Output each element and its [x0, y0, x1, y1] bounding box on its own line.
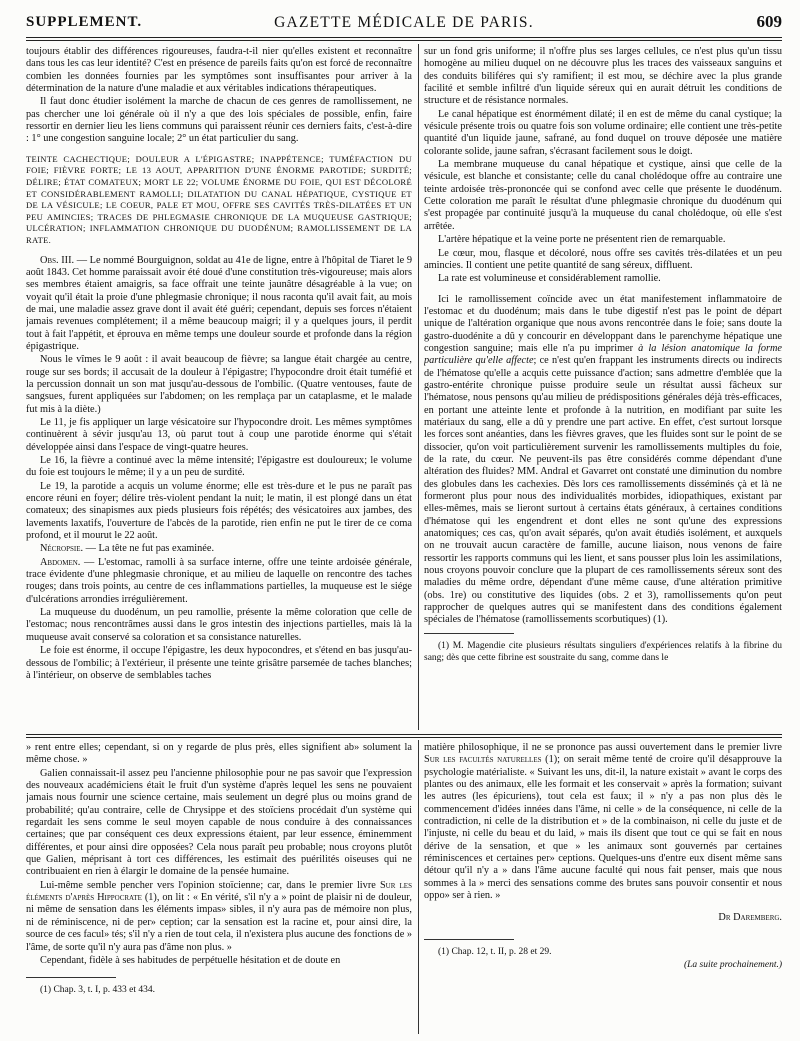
header-rule-second — [26, 40, 782, 41]
paragraph-text: matière philosophique, il ne se prononce pas aussi ouvertement dans le premier livre — [424, 742, 782, 753]
journal-title: GAZETTE MÉDICALE DE PARIS. — [274, 14, 534, 31]
paragraph: L'artère hépatique et la veine porte ne présentent rien de remarquable. — [438, 234, 726, 246]
supplement-label: SUPPLEMENT. — [26, 14, 143, 30]
footnote-separator — [424, 939, 514, 940]
necropsy-label: Nécropsie. — [40, 543, 84, 555]
discussion-paragraph — [424, 294, 782, 627]
column-divider-lower — [418, 740, 419, 1034]
paragraph: toujours établir des différences rigoureuses, faudra-t-il nier qu'elles existent et reconnaître dans tous les cas leur identité? C'est en présence de pareils faits qu'on est forcé de reconnaître combien les données fournies par les symptômes sont insuffisantes pour arriver à la détermination de la nature d'une maladie et aux véritables indications thérapeutiques. — [26, 46, 412, 95]
paragraph: Le cœur, mou, flasque et décoloré, nous offre ses cavités très-dilatées et un peu amincies. Il contient une petite quantité de sang séreux, diffluent. — [424, 247, 782, 271]
necropsy-paragraph — [26, 543, 412, 555]
abdomen-paragraph — [26, 557, 412, 606]
paragraph: Nous le vîmes le 9 août : il avait beaucoup de fièvre; sa langue était chargée au centre, rouge sur ses bords; il accusait de la douleur à l'épigastre; l'hypocondre droit était tuméfié et la percussion donnait un son mat jusqu'au-dessous de l'ombilic. (Quatre ventouses, faute de sangsues, furent appliquées sur l'abdomen; on les remplaça par un cataplasme, et le malade fut mis à la diète.) — [26, 354, 412, 415]
quote-text: (1), on lit : « En vérité, s'il n'y a » point de plaisir ni de douleur, ni même de sensation dans les éléments impas» sibles, il n'y aura pas de mémoire non plus, ni de réminiscence, ni de per» ception; car la sensation est la racine et, pour ainsi dire, la source de ces facul» tés; s'il n'y a rien de tout cela, il n'existera plus aucune des fonctions de » l'âme, de sorte qu'il n'y aura pas d'âme non plus. » — [26, 892, 412, 953]
abdomen-text: — L'estomac, ramolli à sa surface interne, offre une teinte ardoisée générale, trace évidente d'une phlegmasie chronique, et au milieu de laquelle on rencontre des taches rouges; dans trois points, au centre de ces inflammations partielles, la muqueuse est le siége d'ulcérations arrondies irrégulièrement. — [26, 556, 412, 605]
abdomen-label: Abdomen. — [40, 556, 81, 568]
necropsy-text: — La tête ne fut pas examinée. — [83, 543, 215, 555]
book-title: Sur les facultés naturelles — [424, 754, 542, 766]
paragraph: La muqueuse du duodénum, un peu ramollie, présente la même coloration que celle de l'estomac; nous rencontrâmes aussi dans le gros intestin des injections partielles, mais là la muqueuse avait conservé sa coloration et sa consistance naturelles. — [26, 607, 412, 643]
observation-paragraph — [26, 255, 412, 354]
book-title: Sur les éléments d'après Hippocrate — [26, 879, 412, 904]
paragraph: La membrane muqueuse du canal hépatique et cystique, ainsi que celle de la vésicule, est blanche et consistante; celle du canal cholédoque offre au contraire une teinte ardoisée très-prononcée qui se confond avec celle que présente le duodénum. Cette coloration me paraît le résultat d'une phlegmasie chronique du duodénum qui s'est propagée par continuité jusqu'à la muqueuse du canal cholédoque, où elle s'est arrêtée. — [424, 159, 782, 232]
footnote-separator — [424, 633, 514, 634]
page-number: 609 — [756, 12, 782, 31]
column-lower-right — [424, 742, 782, 1032]
paragraph: Le 11, je fis appliquer un large vésicatoire sur l'hypocondre droit. Les mêmes symptômes continuèrent à sévir jusqu'au 13, où parut tout à coup une parotide énorme qui s'était développée ainsi dans l'espace de vingt-quatre heures. — [26, 416, 412, 453]
column-upper-left — [26, 46, 412, 726]
quote-paragraph: » rent entre elles; cependant, si on y regarde de plus près, elles signifient ab» solument la même chose. » — [26, 742, 412, 766]
quote-paragraph — [424, 742, 782, 902]
paragraph: Cependant, fidèle à ses habitudes de perpétuelle hésitation et de doute en — [40, 954, 341, 966]
column-lower-left — [26, 742, 412, 1032]
paragraph: Galien connaissait-il assez peu l'ancienne philosophie pour ne pas savoir que l'expression des nouveaux académiciens était le fruit d'un système d'après lequel les sens ne pouvaient jamais nous fournir une science certaine, mais seulement un degré plus ou moins grand de probabilité; qu'au contraire, celle de Chrysippe et des stoïciens procédait d'un système qui regardait les sens comme le seul moyen capable de nous conduire à des connaissances certaines; que par conséquent ces deux expressions étaient, par leur essence, éminemment différentes, et pour ainsi dire opposées? Cela nous paraît peu probable; nous croyons plutôt que Galien, méprisant à tort ces différences, les estimait des puérilités oiseuses qui ne contribuaient en rien à élargir le domaine de la pensée humaine. — [26, 767, 412, 878]
discussion-text-cont: ; ce n'est qu'en frappant les instruments directs ou indirects de l'hématose qu'elle a acquis cette puissance d'action; sans admettre d'emblée que la gastro-entérite chronique puisse produire seule un résultat aussi fâcheux sur l'hématose, nous pensons qu'au milieu de prédispositions générales déjà très-efficaces, en portant une atteinte lente et profonde à la nutrition, en modifiant par suite les matériaux du sang, elle a dû y prendre une part active. En effet, c'est surtout lorsque les forces sont anéanties, dans les fièvres graves, que les fluides sont sur le point de se dissocier, qu'on voit particulièrement survenir les ramollissements multiples du foie, de la rate, du cœur. Ne peuvent-ils pas être considérés comme dépendant d'une altération des fluides? MM. Andral et Gavarret ont constaté une diminution du nombre des globules dans les cachexies. Dès lors ces ramollissements disséminés çà et là ne formeront plus pour nous des individualités morbides, idiopathiques, existant par elles-mêmes, mais se lieront surtout à certains états généraux, à certaines conditions d'hématose qui les engendrent et dont elles ne sont qu'une des expressions anatomiques; ces cas, qu'on avait séparés, qu'on avait étudiés isolément, et auxquels on ne trouvait aucun caractère de famille, aucune liaison, nous venons de faire ressortir les rapports communs qui les lient, et sans pousser plus loin les assimilations, nous croyons pouvoir conclure que la plupart de ces ramollissements séreux sont des maladies du même ordre, dépendant d'une même cause, d'une altération primitive (obs. 1re) ou constitutive des liquides (obs. 2 et 3), ramollissements qu'on peut rapprocher de quelques autres qui se manifestent dans des conditions également spéciales de l'hématose (ramollissements scorbutiques) (1). — [424, 355, 782, 626]
paragraph-text: Lui-même semble pencher vers l'opinion stoïcienne; car, dans le premier livre — [40, 879, 380, 891]
column-divider-upper — [418, 44, 419, 730]
footnote: (1) Chap. 3, t. I, p. 433 et 434. — [40, 985, 156, 996]
column-upper-right — [424, 46, 782, 726]
paragraph: Le 19, la parotide a acquis un volume énorme; elle est très-dure et le pus ne paraît pas encore réuni en foyer; délire très-violent pendant la nuit; le matin, il est plongé dans un état comateux; des sinapismes aux pieds plusieurs fois répétés; des vésicatoires aux jambes, des lavements laxatifs, l'ouverture de l'abcès de la parotide, rien enfin ne put le tirer de ce coma profond, et il mourut le 22 août. — [26, 480, 412, 542]
paragraph: La rate est volumineuse et considérablement ramollie. — [438, 273, 661, 285]
paragraph: Il faut donc étudier isolément la marche de chacun de ces genres de ramollissement, ne pas chercher une loi générale où il n'y a que des lois spéciales de possible, enfin, faire ressortir en dernier lieu les liens communs qui paraissent réunir ces derniers faits, c'est-à-dire : 1° une congestion sanguine locale; 2° un état particulier du sang. — [26, 96, 412, 145]
quote-paragraph — [26, 880, 412, 954]
footnote: (1) Chap. 12, t. II, p. 28 et 29. — [438, 946, 552, 957]
quote-text: (1); on serait même tenté de croire qu'il désapprouve la psychologie matérialiste. « Suivant les uns, dit-il, la nature existait » avant le corps des plantes ou des animaux, elle les formait et les conservait » après la formation; suivant les autres (les épicuriens), tout cela est faux; il » n'y a pas non plus dès le commencement d'idées innées dans l'âme, ni celle » de la conséquence, ni celle de la contradiction, ni celle de la distribution et » de la combinaison, ni celle du juste et de l'injuste, ni celle du beau et du laid, » mais ils disent que tout ce qui se fait en nous dérive de la sensation, et que » les animaux sont gouvernés par certaines réminiscences et certaines per» ceptions. Quelques-uns d'entre eux disent même sans détour qu'il n'y a » dans l'âme aucune faculté qui nous fait penser, mais que nous sommes à la » merci des sensations comme des brutes sans pouvoir consentir et nous oppo» ser à rien. » — [424, 754, 782, 902]
paragraph: Le canal hépatique est énormément dilaté; il en est de même du canal cystique; la vésicule présente trois ou quatre fois son volume ordinaire; elle contient une très-petite quantité d'un liquide jaune, safrané, au fond duquel on trouve déposée une matière colorante solide, jaune safran, s'écrasant facilement sous le doigt. — [424, 108, 782, 157]
header-rule — [26, 37, 782, 38]
continued-note: (La suite prochainement.) — [683, 959, 782, 970]
section-rule — [26, 734, 782, 735]
page-header — [26, 10, 782, 36]
observation-label: Obs. III. — [40, 254, 75, 266]
discussion-emphasis: à la lésion anatomique la forme particulière qu'elle affecte — [424, 342, 782, 367]
paragraph: Le foie est énorme, il occupe l'épigastre, les deux hypocondres, et s'étend en bas jusqu'au-dessous de l'ombilic; à l'extérieur, il présente une teinte grisâtre parsemée de taches blanches; à l'intérieur, on observe de semblables taches — [26, 645, 412, 681]
observation-text: — Le nommé Bourguignon, soldat au 41e de ligne, entre à l'hôpital de Tiaret le 9 août 1843. Cet homme paraissait avoir été doué d'une constitution très-vigoureuse; mais alors ses membres étaient amaigris, sa face offrait une teinte jaunâtre désagréable à la vue; on voyait qu'il était la proie d'une phlegmasie chronique; il nous raconta qu'il avait fait, au mois de mai, une maladie assez grave dont il avait été guéri; cependant, depuis ses forces n'étaient jamais revenues complétement; il a même beaucoup maigri; il y a quelques jours, il perdit tout à fait l'appétit, et éprouva en même temps une douleur sourde et profonde dans la région épigastrique. — [26, 254, 412, 352]
section-rule-second — [26, 737, 782, 738]
footnote-separator — [26, 977, 116, 978]
footnote: (1) M. Magendie cite plusieurs résultats singuliers d'expériences relatifs à la fibrine du sang; dès que cette fibrine est soustraite du sang, comme dans le — [424, 640, 782, 663]
case-summary: TEINTE CACHECTIQUE; DOULEUR A L'ÉPIGASTRE; INAPPÉTENCE; TUMÉFACTION DU FOIE; FIÈVRE FORTE; LE 13 AOUT, APPARITION D'UNE ÉNORME PAROTIDE; SURDITÉ; DÉLIRE; ÉTAT COMATEUX; MORT LE 22; VOLUME ÉNORME DU FOIE, QUI EST DÉCOLORÉ ET CONSIDÉRABLEMENT RAMOLLI; DILATATION DU CANAL HÉPATIQUE, CYSTIQUE ET DE LA VÉSICULE; LE COEUR, PALE ET MOU, OFFRE SES CAVITÉS TRÈS-DILATÉES ET UN PEU AMINCIES; TRACES DE PHLEGMASIE CHRONIQUE DE LA MUQUEUSE GASTRIQUE; ULCÉRATION; INFLAMMATION CHRONIQUE DU DUODÉNUM; RAMOLLISSEMENT DE LA RATE. — [26, 153, 412, 245]
paragraph: sur un fond gris uniforme; il n'offre plus ses larges cellules, ce n'est plus qu'un tissu homogène au milieu duquel on ne découvre plus les traces des vaisseaux sanguins et des conduits biliféres qui s'y ramifient; il est mou, se déchire avec la plus grande facilité et semble infiltré d'un liquide séreux qui en aurait détruit les conditions de structure et de résistance normales. — [424, 46, 782, 107]
paragraph: Le 16, la fièvre a continué avec la même intensité; l'épigastre est douloureux; le volume du foie est toujours le même; il y a un peu de surdité. — [26, 455, 412, 479]
discussion-text: Ici le ramollissement coïncide avec un état manifestement inflammatoire de l'estomac et du duodénum; mais dans le tube digestif n'est pas le point de départ unique de l'altération organique que nous avons rencontrée dans le foie; sans doute la gastro-duodénite a dû y concourir en développant dans le parenchyme hépatique une congestion sanguine; mais elle n'a pu imprimer — [424, 293, 782, 354]
author-signature: Dr Daremberg. — [718, 912, 782, 924]
